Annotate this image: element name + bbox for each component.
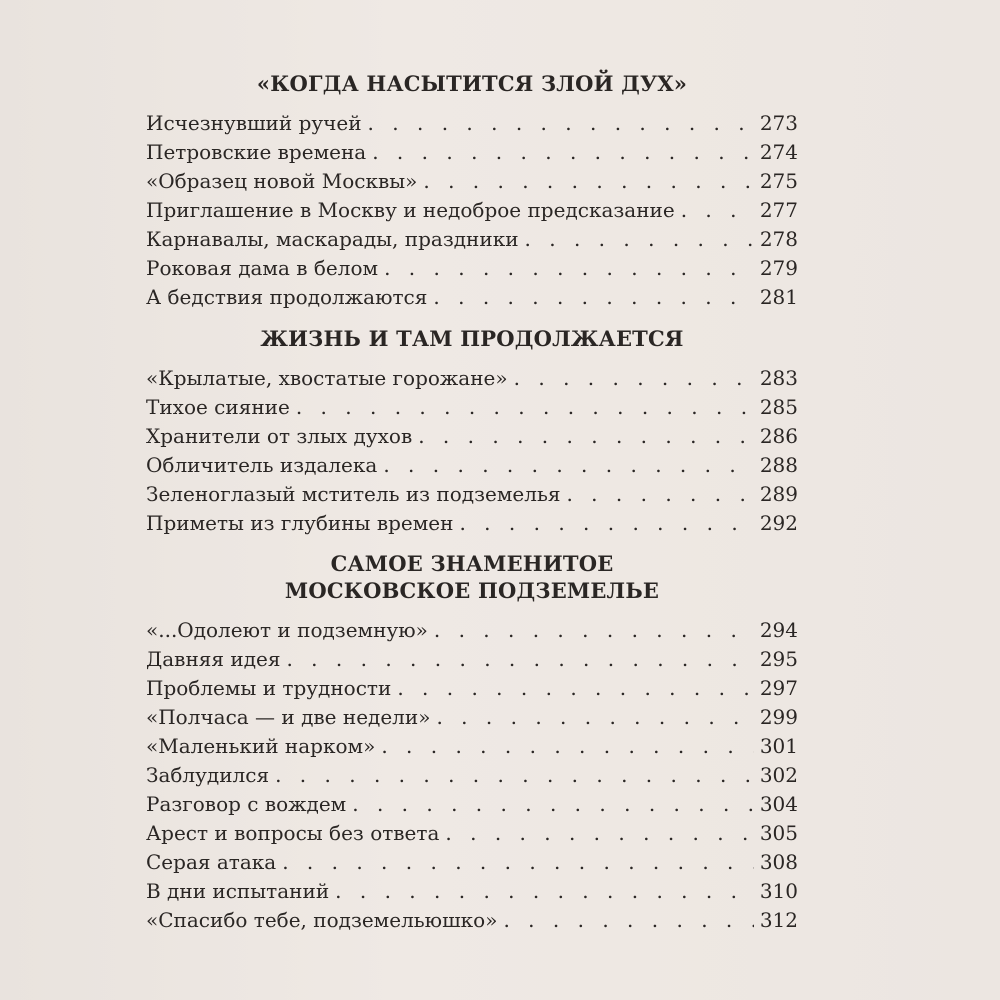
entry-page: 304 — [759, 792, 798, 816]
entry-page: 289 — [759, 482, 798, 506]
entry-page: 299 — [759, 705, 798, 729]
dot-leader — [397, 676, 754, 700]
entry-page: 302 — [759, 763, 798, 787]
entry-title: Заблудился — [146, 763, 270, 787]
section-title-line1: САМОЕ ЗНАМЕНИТОЕ — [330, 551, 614, 576]
entry-list — [146, 618, 798, 937]
section-title: ЖИЗНЬ И ТАМ ПРОДОЛЖАЕТСЯ — [260, 326, 684, 351]
entry-list — [146, 111, 798, 314]
entry-page: 286 — [759, 424, 798, 448]
toc-section — [146, 70, 798, 314]
dot-leader — [383, 453, 753, 477]
toc-entry — [146, 705, 798, 734]
entry-page: 277 — [759, 198, 798, 222]
dot-leader — [459, 511, 753, 535]
toc-entry — [146, 285, 798, 314]
toc-entry — [146, 227, 798, 256]
entry-page: 283 — [759, 366, 798, 390]
entry-title: Хранители от злых духов — [146, 424, 413, 448]
toc-entry — [146, 821, 798, 850]
entry-page: 273 — [759, 111, 798, 135]
entry-title: Серая атака — [146, 850, 277, 874]
toc-entry — [146, 424, 798, 453]
entry-title: Обличитель издалека — [146, 453, 378, 477]
dot-leader — [296, 395, 754, 419]
toc-entry — [146, 482, 798, 511]
toc-entry — [146, 734, 798, 763]
toc-entry — [146, 140, 798, 169]
entry-title: Давняя идея — [146, 647, 281, 671]
entry-page: 292 — [759, 511, 798, 535]
entry-page: 295 — [759, 647, 798, 671]
dot-leader — [423, 169, 753, 193]
toc-entry — [146, 676, 798, 705]
entry-page: 278 — [759, 227, 798, 251]
toc-entry — [146, 792, 798, 821]
entry-title: Приметы из глубины времен — [146, 511, 454, 535]
entry-title: «Образец новой Москвы» — [146, 169, 418, 193]
entry-title: «Полчаса — и две недели» — [146, 705, 431, 729]
toc-entry — [146, 453, 798, 482]
dot-leader — [503, 908, 753, 932]
entry-page: 305 — [759, 821, 798, 845]
entry-title: А бедствия продолжаются — [146, 285, 428, 309]
toc-entry — [146, 879, 798, 908]
section-title-line2: МОСКОВСКОЕ ПОДЗЕМЕЛЬЕ — [284, 578, 660, 603]
entry-page: 281 — [759, 285, 798, 309]
toc-entry — [146, 198, 798, 227]
toc-entry — [146, 511, 798, 540]
entry-title: В дни испытаний — [146, 879, 330, 903]
dot-leader — [372, 140, 754, 164]
entry-page: 285 — [759, 395, 798, 419]
dot-leader — [368, 111, 754, 135]
dot-leader — [381, 734, 754, 758]
toc-entry — [146, 169, 798, 198]
dot-leader — [352, 792, 754, 816]
dot-leader — [436, 705, 753, 729]
section-title: «КОГДА НАСЫТИТСЯ ЗЛОЙ ДУХ» — [256, 71, 688, 96]
entry-page: 275 — [759, 169, 798, 193]
entry-title: Роковая дама в белом — [146, 256, 379, 280]
entry-page: 294 — [759, 618, 798, 642]
entry-page: 308 — [759, 850, 798, 874]
entry-page: 279 — [759, 256, 798, 280]
dot-leader — [275, 763, 754, 787]
toc-entry — [146, 111, 798, 140]
entry-title: Зеленоглазый мститель из подземелья — [146, 482, 561, 506]
entry-title: Разговор с вождем — [146, 792, 347, 816]
dot-leader — [681, 198, 754, 222]
toc-entry — [146, 850, 798, 879]
entry-title: Приглашение в Москву и недоброе предсказание — [146, 198, 675, 222]
entry-page: 312 — [759, 908, 798, 932]
dot-leader — [445, 821, 753, 845]
toc-entry — [146, 256, 798, 285]
toc-entry — [146, 618, 798, 647]
entry-title: «Маленький нарком» — [146, 734, 376, 758]
entry-title: «Спасибо тебе, подземельюшко» — [146, 908, 498, 932]
toc-section — [146, 550, 798, 937]
dot-leader — [282, 850, 754, 874]
dot-leader — [566, 482, 753, 506]
dot-leader — [434, 618, 754, 642]
entry-title: «...Одолеют и подземную» — [146, 618, 428, 642]
toc-entry — [146, 908, 798, 937]
entry-page: 297 — [759, 676, 798, 700]
dot-leader — [286, 647, 753, 671]
entry-title: Тихое сияние — [146, 395, 290, 419]
toc-entry — [146, 647, 798, 676]
dot-leader — [433, 285, 753, 309]
toc-entry — [146, 395, 798, 424]
entry-page: 288 — [759, 453, 798, 477]
toc-entry — [146, 763, 798, 792]
entry-page: 310 — [759, 879, 798, 903]
dot-leader — [418, 424, 754, 448]
entry-list — [146, 366, 798, 540]
dot-leader — [514, 366, 754, 390]
entry-title: «Крылатые, хвостатые горожане» — [146, 366, 508, 390]
toc-entry — [146, 366, 798, 395]
dot-leader — [335, 879, 754, 903]
entry-page: 274 — [759, 140, 798, 164]
entry-title: Проблемы и трудности — [146, 676, 392, 700]
entry-title: Исчезнувший ручей — [146, 111, 362, 135]
toc-section — [146, 325, 798, 540]
entry-title: Петровские времена — [146, 140, 367, 164]
dot-leader — [384, 256, 754, 280]
dot-leader — [525, 227, 754, 251]
entry-page: 301 — [759, 734, 798, 758]
entry-title: Арест и вопросы без ответа — [146, 821, 440, 845]
entry-title: Карнавалы, маскарады, праздники — [146, 227, 519, 251]
